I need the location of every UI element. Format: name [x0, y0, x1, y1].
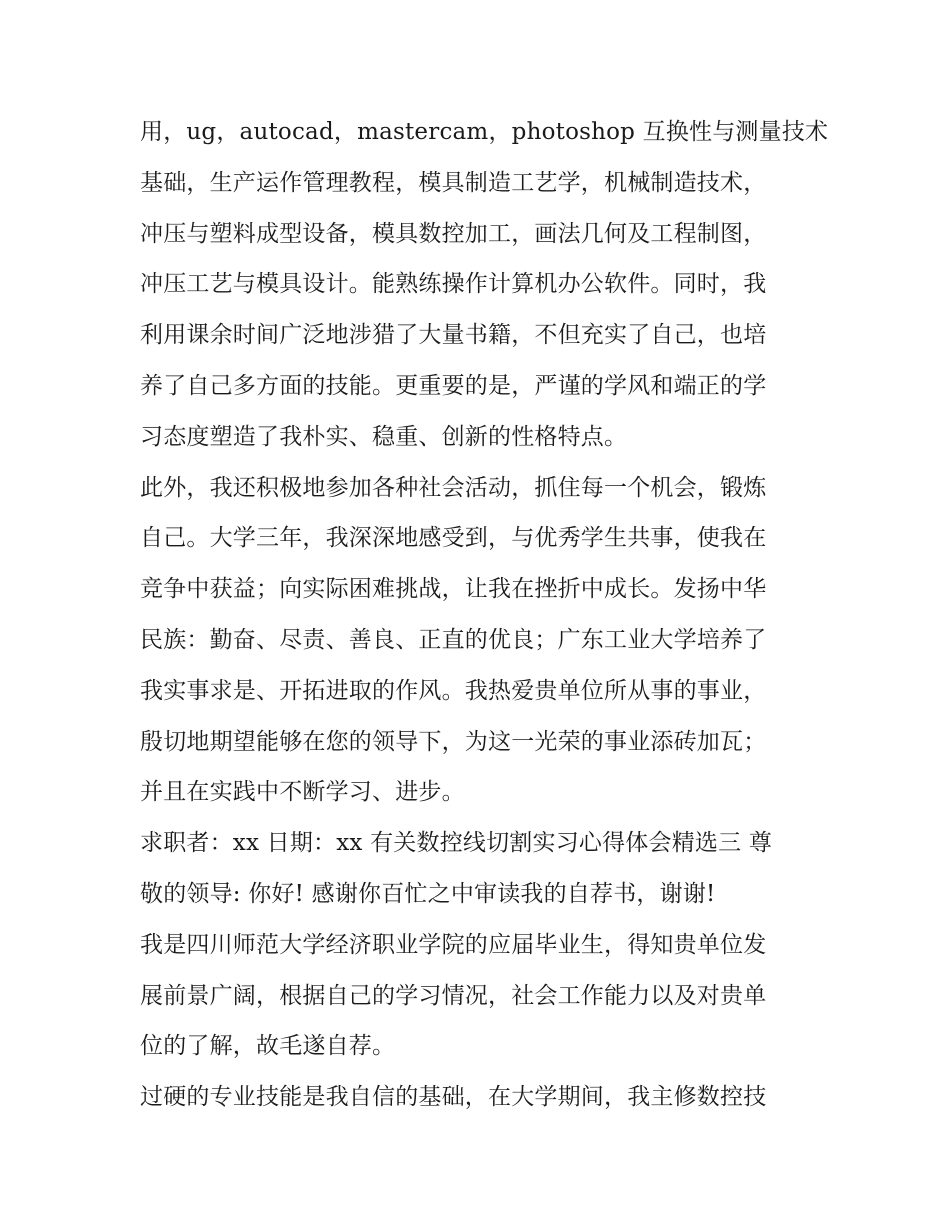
text-line: 并且在实践中不断学习、进步。: [140, 779, 465, 806]
text-line: 位的了解，故毛遂自荐。: [140, 1033, 396, 1060]
text-line: 求职者：xx 日期：xx 有关数控线切割实习心得体会精选三 尊: [140, 830, 773, 857]
text-line: 过硬的专业技能是我自信的基础，在大学期间，我主修数控技: [140, 1084, 767, 1111]
document-body: [140, 107, 829, 1123]
text-line: 用，ug，autocad，mastercam，photoshop 互换性与测量技术: [140, 119, 829, 145]
text-line: 冲压工艺与模具设计。能熟练操作计算机办公软件。同时，我: [140, 271, 767, 298]
text-line: 敬的领导: 你好! 感谢你百忙之中审读我的自荐书，谢谢!: [140, 880, 716, 907]
text-line: 此外，我还积极地参加各种社会活动，抓住每一个机会，锻炼: [140, 474, 767, 501]
text-line: 我实事求是、开拓进取的作风。我热爱贵单位所从事的事业，: [140, 677, 767, 704]
text-line: 我是四川师范大学经济职业学院的应届毕业生，得知贵单位发: [140, 931, 767, 958]
text-line: 基础，生产运作管理教程，模具制造工艺学，机械制造技术，: [140, 169, 767, 196]
text-line: 竞争中获益；向实际困难挑战，让我在挫折中成长。发扬中华: [140, 576, 767, 603]
text-line: 习态度塑造了我朴实、稳重、创新的性格特点。: [140, 423, 628, 450]
text-line: 养了自己多方面的技能。更重要的是，严谨的学风和端正的学: [140, 372, 767, 399]
text-line: 利用课余时间广泛地涉猎了大量书籍，不但充实了自己，也培: [140, 322, 767, 349]
text-line: 冲压与塑料成型设备，模具数控加工，画法几何及工程制图，: [140, 220, 767, 247]
text-line: 展前景广阔，根据自己的学习情况，社会工作能力以及对贵单: [140, 982, 767, 1009]
text-line: 殷切地期望能够在您的领导下，为这一光荣的事业添砖加瓦；: [140, 728, 767, 755]
text-line: 民族：勤奋、尽责、善良、正直的优良；广东工业大学培养了: [140, 626, 767, 653]
text-line: 自己。大学三年，我深深地感受到，与优秀学生共事，使我在: [140, 525, 767, 552]
